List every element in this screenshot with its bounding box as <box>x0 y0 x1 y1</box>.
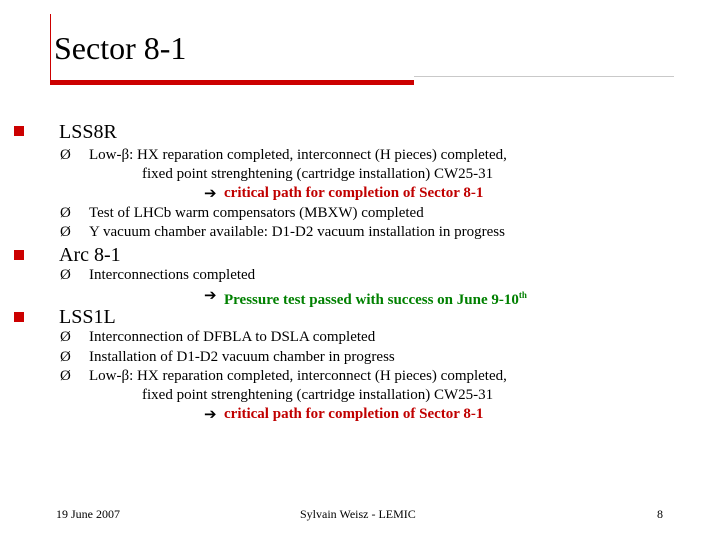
page-number: 8 <box>657 507 663 521</box>
title-underline-accent <box>50 80 414 85</box>
right-arrow-icon: ➔ <box>204 405 217 423</box>
slide-title: Sector 8-1 <box>54 30 187 66</box>
item-bullet-icon: Ø <box>60 349 71 365</box>
item-bullet-icon: Ø <box>60 147 71 163</box>
section-bullet-icon <box>14 126 24 136</box>
critical-path-note: critical path for completion of Sector 8-1 <box>224 185 484 201</box>
section-heading-lss8r: LSS8R <box>59 121 117 143</box>
right-arrow-icon: ➔ <box>204 286 217 304</box>
list-item-continuation: fixed point strenghtening (cartridge installation) CW25-31 <box>142 166 494 182</box>
item-bullet-icon: Ø <box>60 205 71 221</box>
pressure-test-note: Pressure test passed with success on June 9-10th <box>224 290 527 308</box>
footer-date: 19 June 2007 <box>56 507 120 521</box>
list-item: Interconnection of DFBLA to DSLA completed <box>89 329 376 345</box>
title-vertical-rule <box>50 14 51 82</box>
section-heading-lss1l: LSS1L <box>59 306 116 328</box>
list-item: Installation of D1-D2 vacuum chamber in progress <box>89 349 395 365</box>
title-underline-rule <box>414 76 674 77</box>
right-arrow-icon: ➔ <box>204 184 217 202</box>
list-item-continuation: fixed point strenghtening (cartridge installation) CW25-31 <box>142 387 494 403</box>
list-item: Test of LHCb warm compensators (MBXW) completed <box>89 205 424 221</box>
list-item: Low-β: HX reparation completed, interconnect (H pieces) completed, <box>89 368 507 384</box>
list-item: Interconnections completed <box>89 267 256 283</box>
list-item: Low-β: HX reparation completed, interconnect (H pieces) completed, <box>89 147 507 163</box>
section-heading-arc: Arc 8-1 <box>59 244 121 266</box>
section-bullet-icon <box>14 312 24 322</box>
item-bullet-icon: Ø <box>60 267 71 283</box>
item-bullet-icon: Ø <box>60 329 71 345</box>
critical-path-note: critical path for completion of Sector 8-1 <box>224 406 484 422</box>
item-bullet-icon: Ø <box>60 368 71 384</box>
list-item: Y vacuum chamber available: D1-D2 vacuum installation in progress <box>89 224 505 240</box>
footer-author: Sylvain Weisz - LEMIC <box>300 507 416 521</box>
section-bullet-icon <box>14 250 24 260</box>
item-bullet-icon: Ø <box>60 224 71 240</box>
